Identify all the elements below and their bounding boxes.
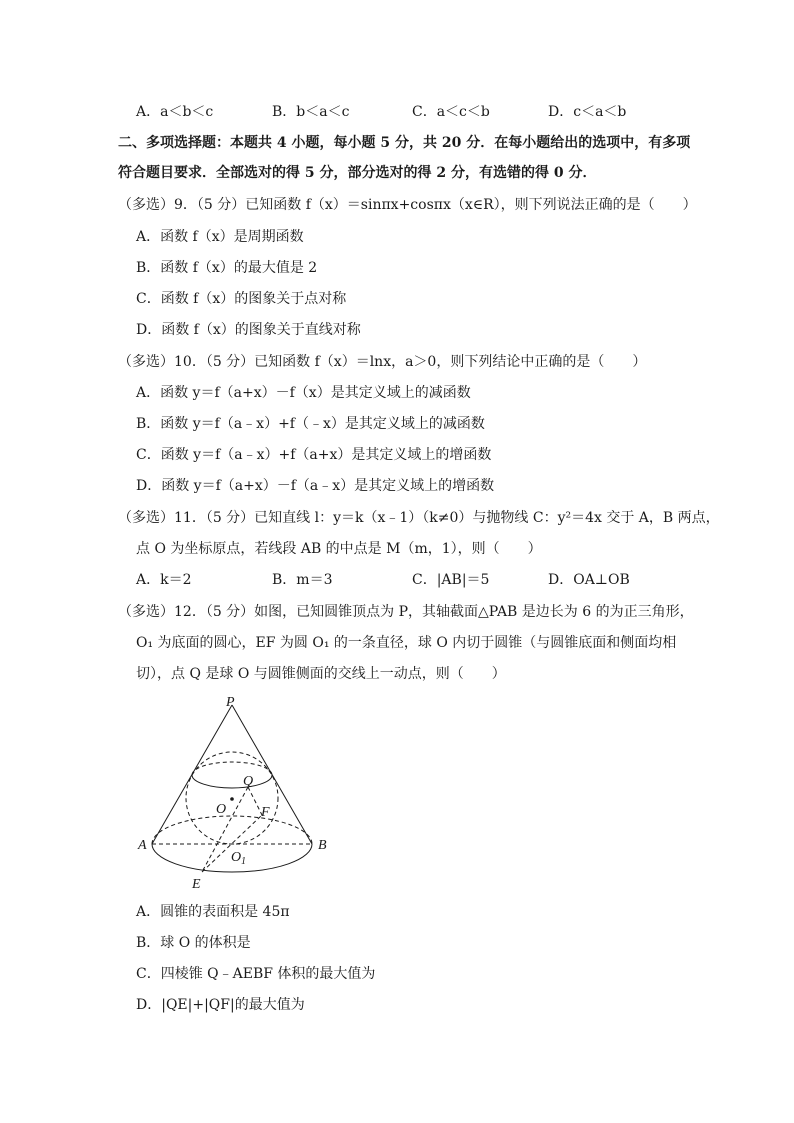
section2-line1: 二、多项选择题：本题共 4 小题，每小题 5 分，共 20 分．在每小题给出的选项中，有多项 (118, 135, 691, 151)
q12-stem-line2: O₁ 为底面的圆心，EF 为圆 O₁ 的一条直径，球 O 内切于圆锥（与圆锥底面和侧面均相 (136, 635, 677, 651)
label-o: O (216, 802, 227, 817)
q12-option-c: C．四棱锥 Q﹣AEBF 体积的最大值为 (136, 966, 376, 982)
q8-option-b: B．b＜a＜c (272, 104, 350, 120)
q11-stem-line2: 点 O 为坐标原点，若线段 AB 的中点是 M（m，1），则（ ） (136, 541, 542, 557)
q12-option-b: B．球 O 的体积是 (136, 935, 251, 951)
tangency-circle-front (192, 775, 272, 788)
q8-option-c: C．a＜c＜b (412, 104, 490, 120)
label-e: E (192, 877, 201, 892)
cone-sphere-figure (130, 695, 370, 895)
q10-option-d: D．函数 y＝f（a+x）－f（a﹣x）是其定义域上的增函数 (136, 478, 495, 494)
label-o1: O (231, 850, 242, 865)
q9-option-b: B．函数 f（x）的最大值是 2 (136, 260, 318, 276)
label-b: B (318, 838, 327, 853)
label-a: A (138, 838, 147, 853)
q8-option-d: D．c＜a＜b (548, 104, 627, 120)
q10-option-a: A．函数 y＝f（a+x）－f（x）是其定义域上的减函数 (136, 385, 471, 401)
q8-option-a: A．a＜b＜c (136, 104, 214, 120)
tangency-circle-back (192, 762, 272, 775)
section2-line2: 符合题目要求．全部选对的得 5 分，部分选对的得 2 分，有选错的得 0 分． (118, 165, 597, 181)
q9-option-d: D．函数 f（x）的图象关于直线对称 (136, 322, 361, 338)
center-o-dot (230, 797, 234, 801)
q11-option-b: B．m＝3 (272, 572, 333, 588)
q12-option-a: A．圆锥的表面积是 45π (136, 904, 290, 920)
q10-option-b: B．函数 y＝f（a﹣x）+f（﹣x）是其定义域上的减函数 (136, 416, 485, 432)
q9-stem: （多选）9．（5 分）已知函数 f（x）＝sinπx+cosπx（x∈R），则下列说法正确的是（ ） (118, 197, 697, 213)
base-ellipse-back (152, 816, 312, 844)
label-f: F (261, 805, 270, 820)
q11-option-a: A．k＝2 (136, 572, 192, 588)
label-p: P (226, 695, 235, 710)
segment-qf (248, 787, 262, 815)
q11-option-d: D．OA⊥OB (548, 572, 630, 588)
q11-stem-line1: （多选）11．（5 分）已知直线 l：y＝k（x﹣1）（k≠0）与抛物线 C：y²＝4x 交于 A，B 两点， (118, 510, 720, 526)
label-q: Q (243, 774, 254, 789)
q9-option-c: C．函数 f（x）的图象关于点对称 (136, 291, 347, 307)
label-o1-sub: 1 (241, 856, 246, 867)
q11-option-c: C．|AB|＝5 (412, 572, 490, 588)
q9-option-a: A．函数 f（x）是周期函数 (136, 229, 304, 245)
q12-option-d: D．|QE|+|QF|的最大值为 (136, 997, 305, 1013)
q12-stem-line1: （多选）12．（5 分）如图，已知圆锥顶点为 P，其轴截面△PAB 是边长为 6 的为正三角形， (118, 604, 694, 620)
q10-stem: （多选）10．（5 分）已知函数 f（x）＝lnx，a＞0，则下列结论中正确的是（ ） (118, 354, 647, 370)
q10-option-c: C．函数 y＝f（a﹣x）+f（a+x）是其定义域上的增函数 (136, 447, 492, 463)
q12-stem-line3: 切），点 Q 是球 O 与圆锥侧面的交线上一动点，则（ ） (136, 666, 506, 682)
